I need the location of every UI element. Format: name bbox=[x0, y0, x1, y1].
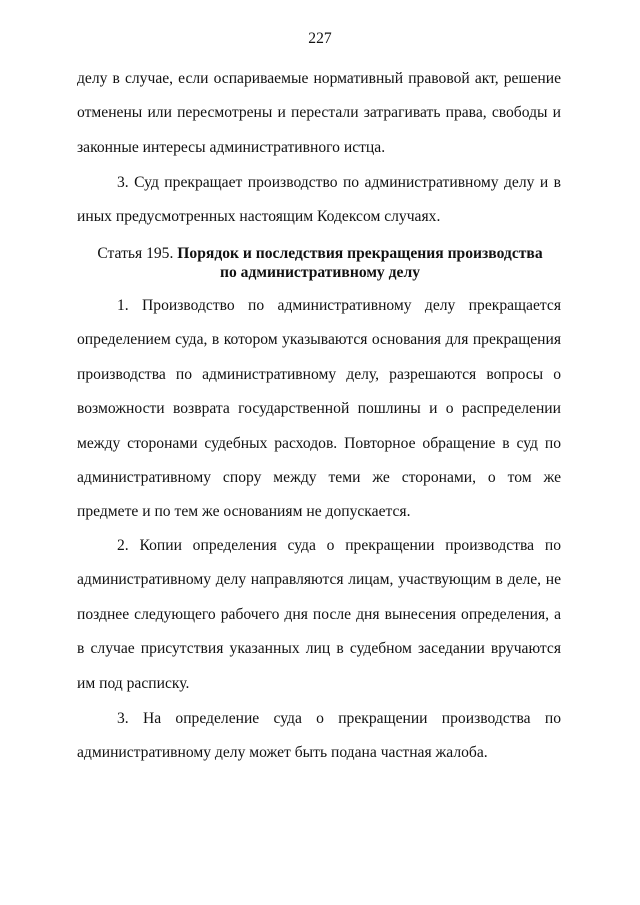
paragraph-continuation: делу в случае, если оспариваемые нормативный правовой акт, решение отменены или пересмотрены и перестали затрагивать права, свободы и законные интересы административного истца. bbox=[77, 70, 561, 156]
page-number: 227 bbox=[308, 30, 332, 47]
article-number: Статья 195. bbox=[97, 245, 174, 262]
paragraph-article-item-3: 3. На определение суда о прекращении производства по административному делу может быть подана частная жалоба. bbox=[77, 710, 561, 762]
article-heading bbox=[0, 244, 640, 282]
paragraph-article-item-2: 2. Копии определения суда о прекращении производства по административному делу направляются лицам, участвующим в деле, не позднее следующего рабочего дня после дня вынесения определения, а в случае присутствия указанных лиц в судебном заседании вручаются им под расписку. bbox=[77, 537, 561, 692]
paragraph-article-item-1: 1. Производство по административному делу прекращается определением суда, в котором указываются основания для прекращения производства по административному делу, разрешаются вопросы о возможности возврата государственной пошлины и о распределении между сторонами судебных расходов. Повторное обращение в суд по административному спору между теми же сторонами, о том же предмете и по тем же основаниям не допускается. bbox=[77, 297, 561, 521]
article-title-line1: Порядок и последствия прекращения производства bbox=[177, 245, 543, 262]
paragraph-item-3: 3. Суд прекращает производство по административному делу и в иных предусмотренных настоящим Кодексом случаях. bbox=[77, 174, 561, 226]
article-title-line2: по административному делу bbox=[219, 264, 420, 281]
